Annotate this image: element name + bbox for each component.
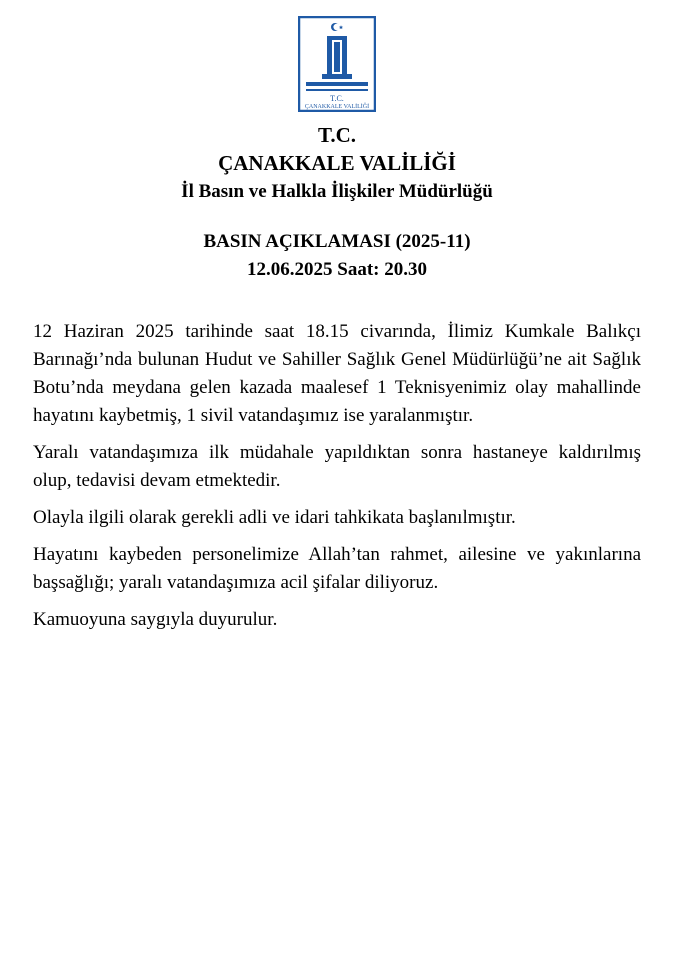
paragraph-incident: 12 Haziran 2025 tarihinde saat 18.15 civarında, İlimiz Kumkale Balıkçı Barınağı’nda bulunan Hudut ve Sahiller Sağlık Genel Müdürlüğü’ne ait Sağlık Botu’nda meydana gelen kazada maalesef 1 Teknisyenimiz olay mahallinde hayatını kaybetmiş, 1 sivil vatandaşımız ise yaralanmıştır. xyxy=(33,321,641,426)
canakkale-valiligi-logo xyxy=(298,16,376,112)
header-valilik: ÇANAKKALE VALİLİĞİ xyxy=(218,151,456,175)
announcement-body xyxy=(33,318,641,643)
header-mudurluk: İl Basın ve Halkla İlişkiler Müdürlüğü xyxy=(181,181,493,202)
paragraph-condolence: Hayatını kaybeden personelimize Allah’tan rahmet, ailesine ve yakınlarına başsağlığı; yaralı vatandaşımıza acil şifalar diliyoruz. xyxy=(33,544,641,593)
paragraph-closing: Kamuoyuna saygıyla duyurulur. xyxy=(33,609,278,630)
logo-text-valilik: ÇANAKKALE VALİLİĞİ xyxy=(304,104,370,110)
paragraph-treatment: Yaralı vatandaşımıza ilk müdahale yapıldıktan sonra hastaneye kaldırılmış olup, tedavisi devam etmektedir. xyxy=(33,442,641,491)
announcement-datetime: 12.06.2025 Saat: 20.30 xyxy=(247,259,427,280)
letterhead xyxy=(0,122,674,205)
paragraph-investigation: Olayla ilgili olarak gerekli adli ve idari tahkikata başlanılmıştır. xyxy=(33,507,516,528)
announcement-title: BASIN AÇIKLAMASI (2025-11) xyxy=(203,231,471,252)
header-tc: T.C. xyxy=(317,123,357,147)
announcement-heading xyxy=(0,228,674,284)
logo-text-tc: T.C. xyxy=(330,94,344,103)
